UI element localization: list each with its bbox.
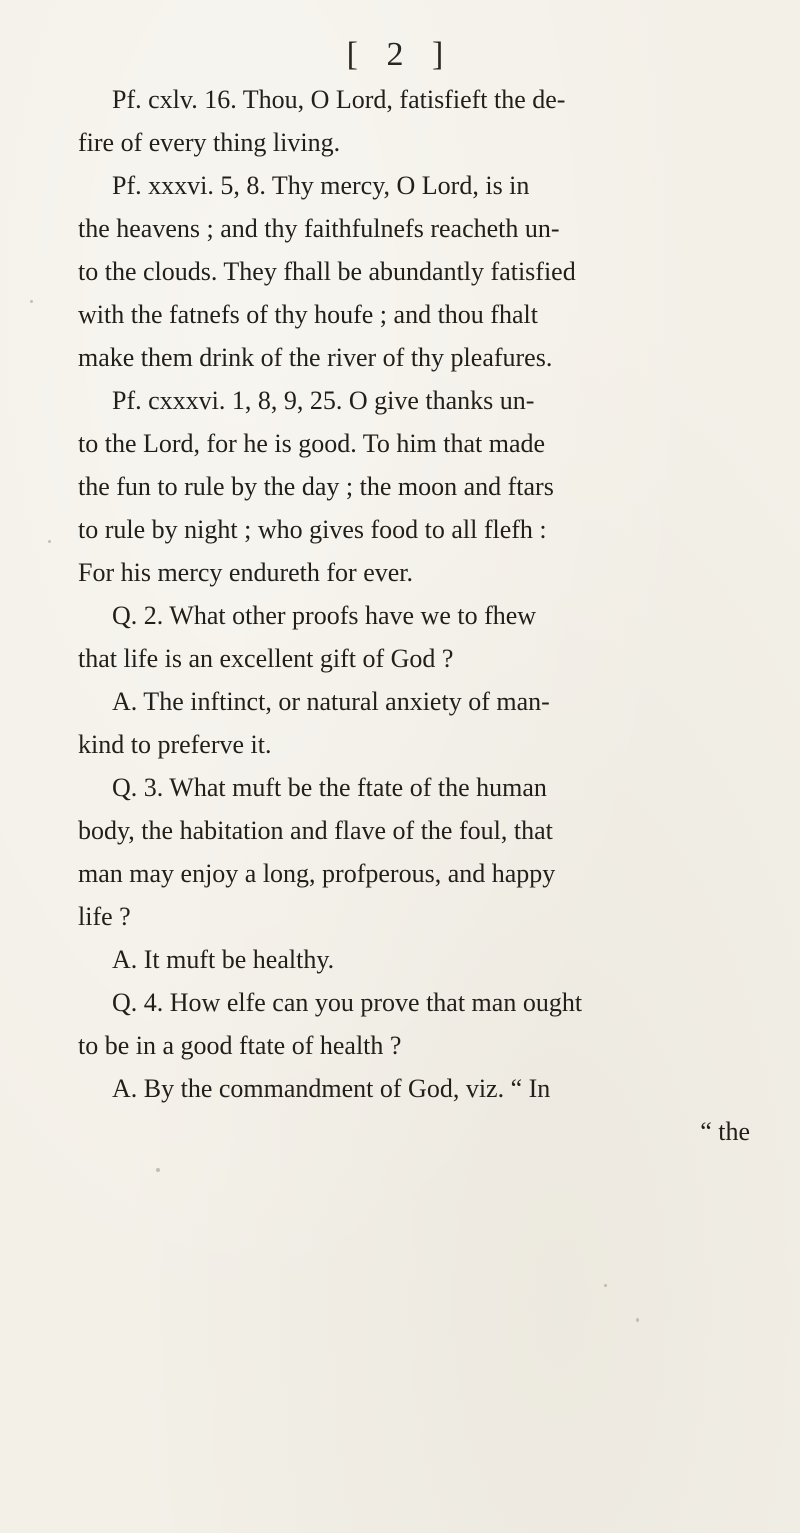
text-line: the fun to rule by the day ; the moon and ftars — [78, 472, 554, 501]
paper-speck — [636, 1318, 639, 1322]
text-line: fire of every thing living. — [78, 128, 341, 157]
answer-line: A. It muft be healthy. — [112, 945, 335, 974]
answer-line: A. The inftinct, or natural anxiety of man- — [112, 687, 550, 716]
paper-speck — [48, 540, 51, 543]
question-line: Q. 2. What other proofs have we to fhew — [112, 601, 537, 630]
text-line: that life is an excellent gift of God ? — [78, 644, 454, 673]
page-number: [ 2 ] — [346, 36, 454, 73]
question-line: Q. 4. How elfe can you prove that man ought — [112, 988, 583, 1017]
text-line: Pf. xxxvi. 5, 8. Thy mercy, O Lord, is in — [112, 171, 530, 200]
text-line: For his mercy endureth for ever. — [78, 558, 414, 587]
body-text — [78, 78, 768, 1153]
paper-speck — [604, 1284, 607, 1287]
paper-speck — [30, 300, 33, 303]
question-line: Q. 3. What muft be the ftate of the human — [112, 773, 547, 802]
text-line: to the Lord, for he is good. To him that made — [78, 429, 546, 458]
text-line: the heavens ; and thy faithfulnefs reacheth un- — [78, 214, 560, 243]
paper-speck — [156, 1168, 160, 1172]
answer-line: A. By the commandment of God, viz. “ In — [112, 1074, 551, 1103]
text-line: man may enjoy a long, profperous, and happy — [78, 859, 556, 888]
text-line: to be in a good ftate of health ? — [78, 1031, 402, 1060]
catchword: “ the — [700, 1117, 750, 1146]
text-line: to rule by night ; who gives food to all flefh : — [78, 515, 547, 544]
text-line: body, the habitation and flave of the foul, that — [78, 816, 553, 845]
text-line: life ? — [78, 902, 131, 931]
text-line: Pf. cxlv. 16. Thou, O Lord, fatisfieft the de- — [112, 85, 566, 114]
text-line: with the fatnefs of thy houfe ; and thou fhalt — [78, 300, 538, 329]
text-line: to the clouds. They fhall be abundantly fatisfied — [78, 257, 576, 286]
text-line: kind to preferve it. — [78, 730, 272, 759]
text-line: make them drink of the river of thy pleafures. — [78, 343, 553, 372]
text-line: Pf. cxxxvi. 1, 8, 9, 25. O give thanks un- — [112, 386, 535, 415]
